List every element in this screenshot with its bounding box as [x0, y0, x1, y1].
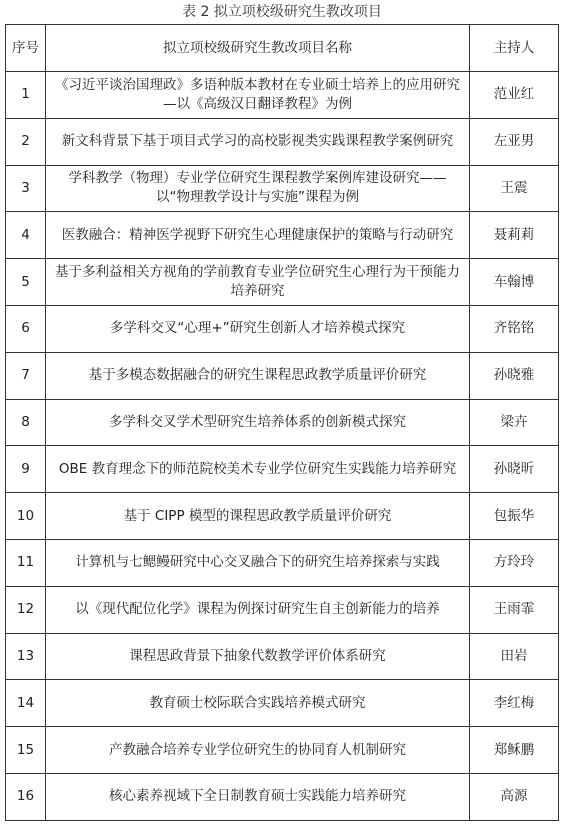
row-index: 5	[6, 259, 46, 306]
project-name: 《习近平谈治国理政》多语种版本教材在专业硕士培养上的应用研究—以《高级汉日翻译教程》为例	[46, 72, 470, 119]
project-name: 基于多利益相关方视角的学前教育专业学位研究生心理行为干预能力培养研究	[46, 259, 470, 306]
row-index: 7	[6, 352, 46, 399]
host-name: 田岩	[470, 633, 559, 680]
projects-table	[5, 24, 559, 821]
project-name: 基于 CIPP 模型的课程思政教学质量评价研究	[46, 493, 470, 540]
host-name: 王震	[470, 165, 559, 212]
host-name: 齐铭铭	[470, 305, 559, 352]
host-name: 车翰博	[470, 259, 559, 306]
host-name: 孙晓雅	[470, 352, 559, 399]
row-index: 10	[6, 493, 46, 540]
row-index: 15	[6, 727, 46, 774]
table-row	[6, 305, 559, 352]
row-index: 2	[6, 118, 46, 165]
row-index: 16	[6, 773, 46, 820]
table-row	[6, 118, 559, 165]
host-name: 高源	[470, 773, 559, 820]
project-name: 学科教学（物理）专业学位研究生课程教学案例库建设研究——以“物理教学设计与实施”课程为例	[46, 165, 470, 212]
table-row	[6, 727, 559, 774]
host-name: 孙晓昕	[470, 446, 559, 493]
host-name: 郑稣鹏	[470, 727, 559, 774]
row-index: 11	[6, 539, 46, 586]
project-name: 以《现代配位化学》课程为例探讨研究生自主创新能力的培养	[46, 586, 470, 633]
table-caption: 表 2 拟立项校级研究生教改项目	[182, 4, 382, 20]
table-row	[6, 680, 559, 727]
project-name: 教育硕士校际联合实践培养模式研究	[46, 680, 470, 727]
header-index: 序号	[6, 25, 46, 72]
row-index: 4	[6, 212, 46, 259]
table-row	[6, 352, 559, 399]
project-name: 新文科背景下基于项目式学习的高校影视类实践课程教学案例研究	[46, 118, 470, 165]
row-index: 3	[6, 165, 46, 212]
table-row	[6, 773, 559, 820]
table-row	[6, 165, 559, 212]
row-index: 14	[6, 680, 46, 727]
project-name: 多学科交叉“心理+”研究生创新人才培养模式探究	[46, 305, 470, 352]
header-project-name: 拟立项校级研究生教改项目名称	[46, 25, 470, 72]
project-name: 医教融合：精神医学视野下研究生心理健康保护的策略与行动研究	[46, 212, 470, 259]
host-name: 左亚男	[470, 118, 559, 165]
table-row	[6, 259, 559, 306]
project-name: 基于多模态数据融合的研究生课程思政教学质量评价研究	[46, 352, 470, 399]
host-name: 方玲玲	[470, 539, 559, 586]
project-name: 核心素养视域下全日制教育硕士实践能力培养研究	[46, 773, 470, 820]
project-name: 计算机与七鳃鳗研究中心交叉融合下的研究生培养探索与实践	[46, 539, 470, 586]
row-index: 12	[6, 586, 46, 633]
project-name: 多学科交叉学术型研究生培养体系的创新模式探究	[46, 399, 470, 446]
table-row	[6, 493, 559, 540]
host-name: 梁卉	[470, 399, 559, 446]
host-name: 范业红	[470, 72, 559, 119]
project-name: 课程思政背景下抽象代数教学评价体系研究	[46, 633, 470, 680]
table-row	[6, 72, 559, 119]
row-index: 8	[6, 399, 46, 446]
project-name: OBE 教育理念下的师范院校美术专业学位研究生实践能力培养研究	[46, 446, 470, 493]
table-row	[6, 212, 559, 259]
table-row	[6, 586, 559, 633]
host-name: 聂莉莉	[470, 212, 559, 259]
table-row	[6, 446, 559, 493]
table-row	[6, 633, 559, 680]
row-index: 6	[6, 305, 46, 352]
table-row	[6, 399, 559, 446]
table-header-row	[6, 25, 559, 72]
host-name: 李红梅	[470, 680, 559, 727]
host-name: 王雨霏	[470, 586, 559, 633]
header-host: 主持人	[470, 25, 559, 72]
project-name: 产教融合培养专业学位研究生的协同育人机制研究	[46, 727, 470, 774]
row-index: 9	[6, 446, 46, 493]
host-name: 包振华	[470, 493, 559, 540]
table-row	[6, 539, 559, 586]
row-index: 1	[6, 72, 46, 119]
row-index: 13	[6, 633, 46, 680]
